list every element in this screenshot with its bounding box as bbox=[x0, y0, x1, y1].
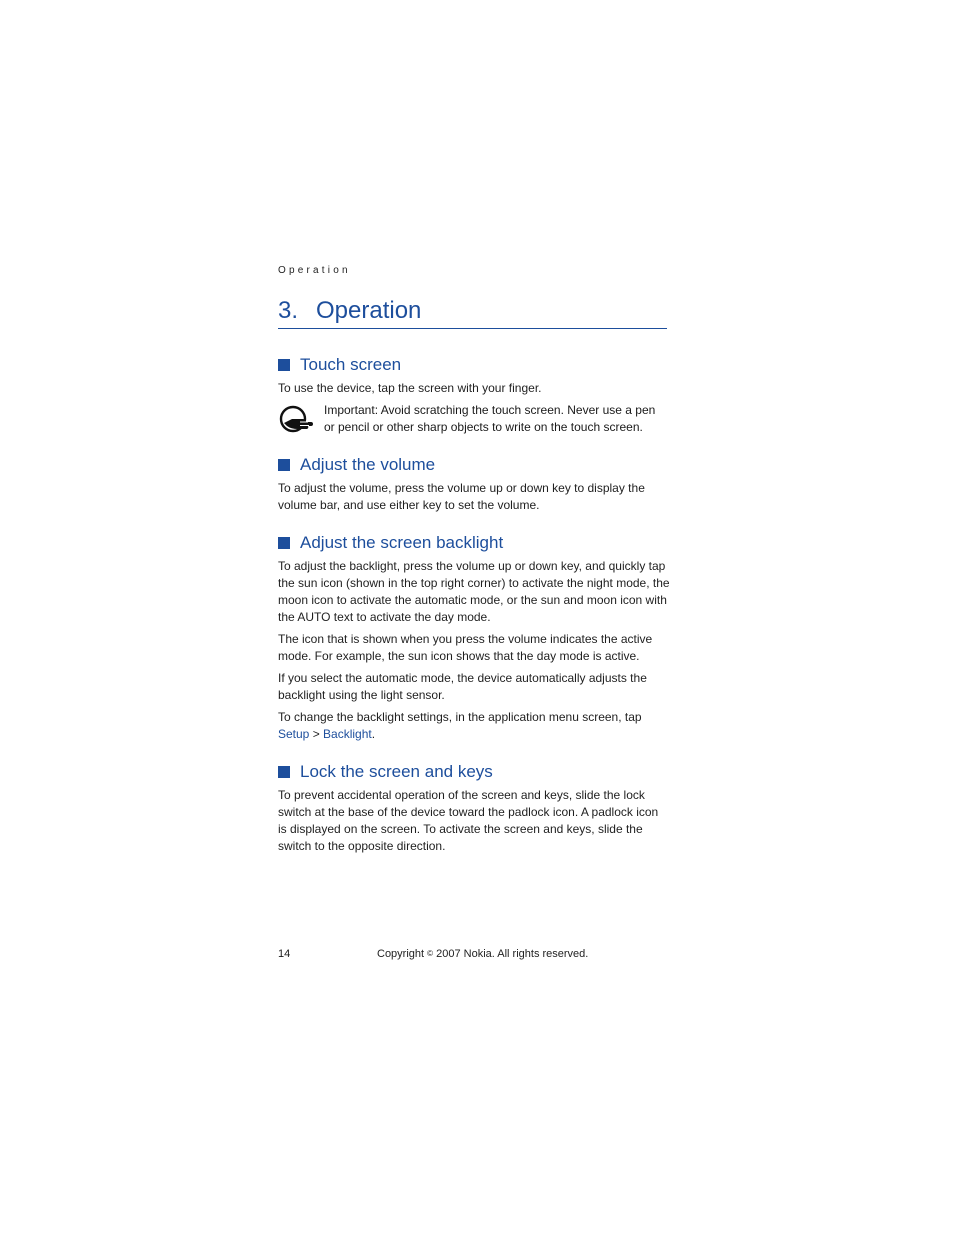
page-number: 14 bbox=[278, 948, 291, 960]
important-hand-icon bbox=[278, 404, 314, 434]
touch-screen-body: To use the device, tap the screen with your finger. bbox=[278, 381, 542, 395]
menu-path-separator: > bbox=[309, 727, 324, 741]
section-title-touch-screen bbox=[278, 354, 401, 376]
chapter-number: 3. bbox=[278, 297, 299, 324]
section-title-adjust-volume bbox=[278, 454, 435, 476]
backlight-paragraph-4-text: To change the backlight settings, in the application menu screen, tap bbox=[278, 710, 642, 724]
copyright-notice bbox=[377, 948, 588, 960]
backlight-paragraph-1: To adjust the backlight, press the volume up or down key, and quickly tap the sun icon (shown in the top right corner) to activate the night mode, the moon icon to activate the automatic mode, or the sun and moon icon with the AUTO text to activate the day mode. bbox=[278, 559, 670, 624]
sentence-end: . bbox=[371, 727, 376, 741]
section-bullet-icon bbox=[278, 359, 290, 371]
volume-body: To adjust the volume, press the volume up or down key to display the volume bar, and use either key to set the volume. bbox=[278, 481, 645, 512]
section-bullet-icon bbox=[278, 766, 290, 778]
chapter-title-row bbox=[278, 296, 667, 326]
chapter-heading bbox=[278, 296, 667, 329]
backlight-paragraph-2: The icon that is shown when you press the volume indicates the active mode. For example, the sun icon shows that the day mode is active. bbox=[278, 632, 653, 663]
section-title-adjust-backlight bbox=[278, 532, 503, 554]
copyright-text: 2007 Nokia. All rights reserved. bbox=[433, 948, 589, 960]
section-bullet-icon bbox=[278, 459, 290, 471]
lock-body: To prevent accidental operation of the screen and keys, slide the lock switch at the base of the device toward the padlock icon. A padlock icon is displayed on the screen. To activate the screen and keys, slide the switch to the opposite direction. bbox=[278, 788, 659, 853]
backlight-paragraph-3: If you select the automatic mode, the device automatically adjusts the backlight using the light sensor. bbox=[278, 671, 647, 702]
section-title-text: Touch screen bbox=[300, 355, 402, 374]
running-header: Operation bbox=[278, 265, 351, 276]
section-title-text: Adjust the volume bbox=[300, 455, 436, 474]
section-title-text: Lock the screen and keys bbox=[300, 762, 493, 781]
setup-link[interactable]: Setup bbox=[278, 727, 310, 741]
copyright-prefix: Copyright bbox=[377, 948, 428, 960]
backlight-paragraph-4 bbox=[278, 709, 670, 743]
chapter-title: Operation bbox=[316, 297, 422, 324]
section-bullet-icon bbox=[278, 537, 290, 549]
section-title-text: Adjust the screen backlight bbox=[300, 533, 504, 552]
backlight-link[interactable]: Backlight bbox=[323, 727, 372, 741]
copyright-symbol: © bbox=[427, 949, 434, 958]
section-title-lock-screen bbox=[278, 761, 493, 783]
important-note: Important: Avoid scratching the touch screen. Never use a pen or pencil or other sharp objects to write on the touch screen. bbox=[324, 403, 656, 434]
